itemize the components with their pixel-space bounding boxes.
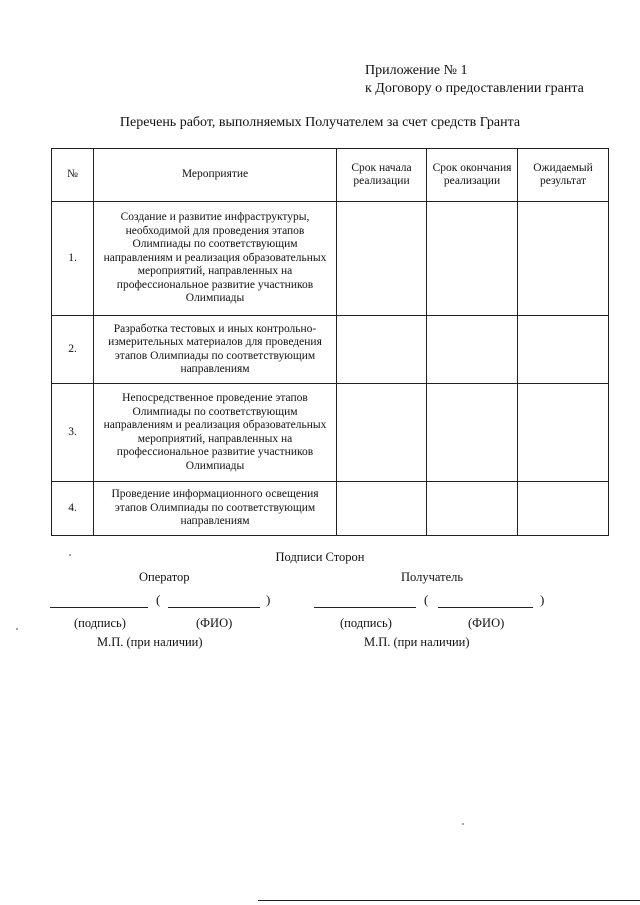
table-row <box>52 384 609 482</box>
scan-speck <box>69 554 71 556</box>
operator-name-caption: (ФИО) <box>196 616 233 630</box>
signatures-header: Подписи Сторон <box>275 550 365 564</box>
document-title: Перечень работ, выполняемых Получателем за счет средств Гранта <box>119 115 521 130</box>
row-activity: Проведение информационного освещения этапов Олимпиады по соответствующим направлениям <box>94 482 337 536</box>
row-end-cell <box>427 316 518 384</box>
table-row <box>52 316 609 384</box>
operator-close-paren: ) <box>266 592 271 607</box>
header-start-date: Срок начала реализации <box>337 149 427 202</box>
recipient-open-paren: ( <box>424 592 429 607</box>
row-number: 2. <box>52 316 94 384</box>
row-activity: Разработка тестовых и иных контрольно-измерительных материалов для проведения этапов Олимпиады по соответствующим направлениям <box>94 316 337 384</box>
recipient-seal: М.П. (при наличии) <box>364 635 470 649</box>
row-start-cell <box>337 482 427 536</box>
appendix-number: Приложение № 1 <box>365 63 468 78</box>
works-table <box>51 148 609 536</box>
header-end-date: Срок окончания реализации <box>427 149 518 202</box>
row-number: 1. <box>52 202 94 316</box>
row-end-cell <box>427 202 518 316</box>
recipient-signature-caption: (подпись) <box>340 616 392 630</box>
recipient-name-caption: (ФИО) <box>468 616 505 630</box>
table-row <box>52 482 609 536</box>
header-expected-result: Ожидаемый результат <box>518 149 609 202</box>
row-result-cell <box>518 316 609 384</box>
operator-signature-line <box>50 607 148 608</box>
table-header-row <box>52 149 609 202</box>
operator-open-paren: ( <box>156 592 161 607</box>
operator-label: Оператор <box>139 570 190 584</box>
table-row <box>52 202 609 316</box>
operator-name-line <box>168 607 260 608</box>
recipient-label: Получатель <box>401 570 464 584</box>
row-activity: Непосредственное проведение этапов Олимпиады по соответствующим направлениям и реализация образовательных мероприятий, направленных на профессиональное развитие участников Олимпиады <box>94 384 337 482</box>
operator-seal: М.П. (при наличии) <box>97 635 203 649</box>
operator-signature-caption: (подпись) <box>74 616 126 630</box>
row-number: 4. <box>52 482 94 536</box>
row-result-cell <box>518 202 609 316</box>
scan-speck <box>462 823 464 825</box>
header-activity: Мероприятие <box>94 149 337 202</box>
row-start-cell <box>337 316 427 384</box>
appendix-block <box>365 62 584 98</box>
recipient-signature-line <box>314 607 416 608</box>
row-start-cell <box>337 384 427 482</box>
row-end-cell <box>427 384 518 482</box>
row-result-cell <box>518 384 609 482</box>
row-activity: Создание и развитие инфраструктуры, необходимой для проведения этапов Олимпиады по соответствующим направлениям и реализация образовательных мероприятий, направленных на профессиональное развитие участников Олимпиады <box>94 202 337 316</box>
row-start-cell <box>337 202 427 316</box>
row-result-cell <box>518 482 609 536</box>
page-edge-line <box>258 900 640 901</box>
row-number: 3. <box>52 384 94 482</box>
scan-speck <box>16 628 18 630</box>
recipient-close-paren: ) <box>540 592 545 607</box>
row-end-cell <box>427 482 518 536</box>
header-number: № <box>52 149 94 202</box>
recipient-name-line <box>438 607 533 608</box>
appendix-contract-reference: к Договору о предоставлении гранта <box>365 81 584 96</box>
